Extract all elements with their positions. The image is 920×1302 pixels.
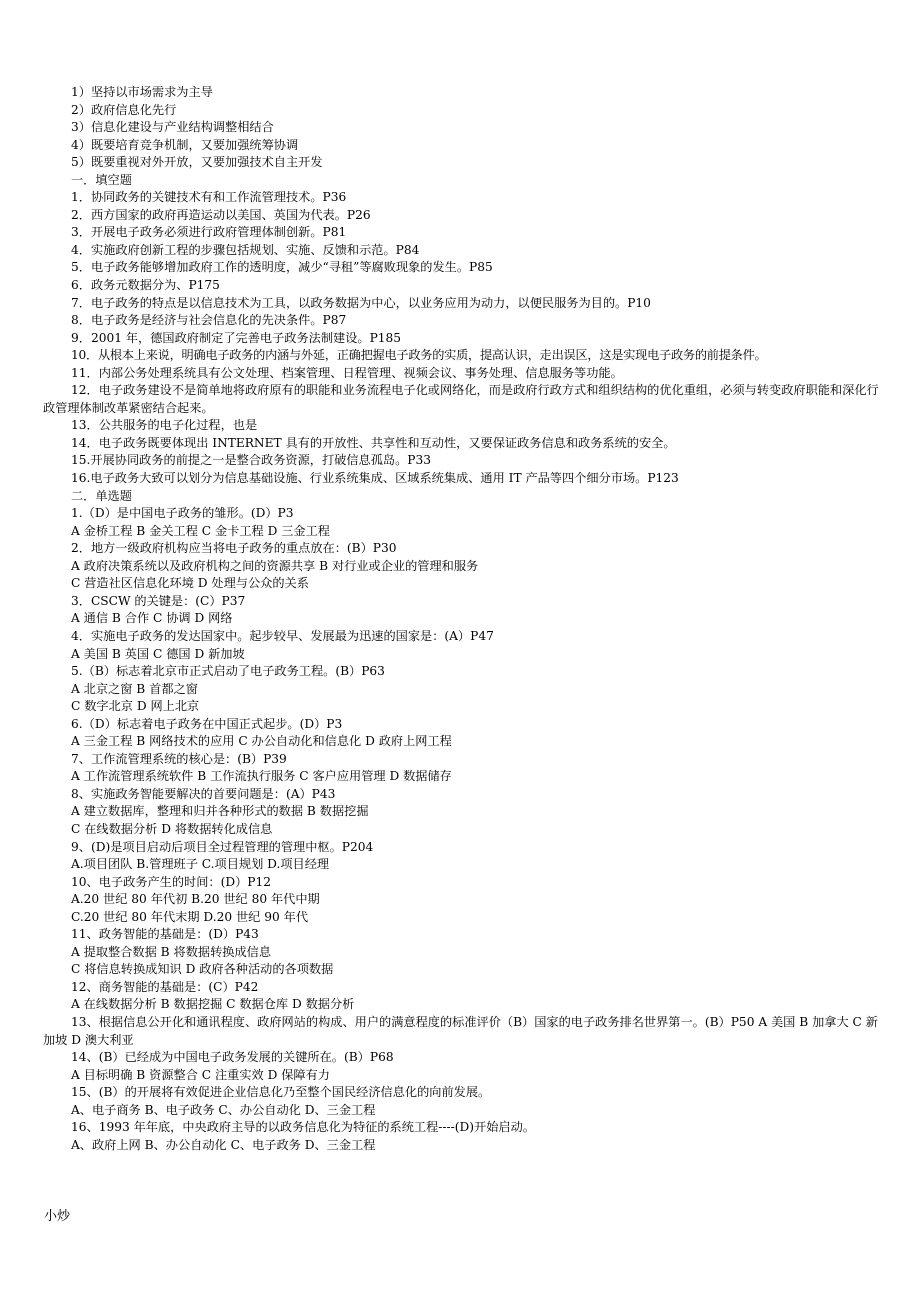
section-heading: 一．填空题: [71, 172, 132, 187]
text-line: 1）坚持以市场需求为主导: [71, 85, 213, 99]
option-line: A 金桥工程 B 金关工程 C 金卡工程 D 三金工程: [71, 523, 330, 538]
text-line: 16.电子政务大致可以划分为信息基础设施、行业系统集成、区域系统集成、通用 IT 产品等四个细分市场。P123: [71, 471, 679, 486]
option-line: A、电子商务 B、电子政务 C、办公自动化 D、三金工程: [71, 1102, 376, 1117]
question-line: 15、(B）的开展将有效促进企业信息化乃至整个国民经济信息化的向前发展。: [71, 1085, 491, 1100]
text-paragraph: 12．电子政务建设不是简单地将政府原有的职能和业务流程电子化或网络化，而是政府行政方式和组织结构的优化重组，必须与转变政府职能和深化行政管理体制改革紧密结合起来。: [43, 383, 879, 415]
question-line: 9、(D)是项目启动后项目全过程管理的管理中枢。P204: [71, 839, 374, 854]
text-line: 4）既要培育竞争机制，又要加强统筹协调: [71, 137, 299, 152]
option-line: A 北京之窗 B 首都之窗: [71, 681, 198, 696]
option-line: C.20 世纪 80 年代末期 D.20 世纪 90 年代: [71, 909, 309, 924]
question-line: 2．地方一级政府机构应当将电子政务的重点放在：(B）P30: [71, 541, 397, 556]
question-line: 11、政务智能的基础是：(D）P43: [71, 927, 259, 942]
question-line: 6.（D）标志着电子政务在中国正式起步。(D）P3: [71, 716, 343, 731]
option-line: A 在线数据分析 B 数据挖掘 C 数据仓库 D 数据分析: [71, 997, 355, 1012]
option-line: A.项目团队 B.管理班子 C.项目规划 D.项目经理: [71, 857, 330, 872]
option-line: A 三金工程 B 网络技术的应用 C 办公自动化和信息化 D 政府上网工程: [71, 734, 452, 749]
question-line: 4．实施电子政务的发达国家中。起步较早、发展最为迅速的国家是：(A）P47: [71, 628, 494, 643]
question-line: 14、(B）已经成为中国电子政务发展的关键所在。(B）P68: [71, 1050, 394, 1065]
option-line: A 目标明确 B 资源整合 C 注重实效 D 保障有力: [71, 1067, 330, 1082]
text-line: 10．从根本上来说，明确电子政务的内涵与外延，正确把握电子政务的实质，提高认识，走出误区，这是实现电子政务的前提条件。: [71, 348, 767, 363]
text-line: 4．实施政府创新工程的步骤包括规划、实施、反馈和示范。P84: [71, 242, 420, 257]
text-line: 3）信息化建设与产业结构调整相结合: [71, 120, 274, 135]
text-line: 5）既要重视对外开放，又要加强技术自主开发: [71, 155, 323, 170]
text-line: 8．电子政务是经济与社会信息化的先决条件。P87: [71, 313, 347, 328]
question-line: 16、1993 年年底，中央政府主导的以政务信息化为特征的系统工程----(D)开始启动。: [71, 1120, 535, 1135]
option-line: A 通信 B 合作 C 协调 D 网络: [71, 611, 233, 626]
option-line: A 建立数据库，整理和归并各种形式的数据 B 数据挖掘: [71, 804, 369, 819]
question-line: 3．CSCW 的关键是：(C）P37: [71, 593, 246, 608]
text-line: 6．政务元数据分为、P175: [71, 278, 220, 293]
option-line: C 数字北京 D 网上北京: [71, 699, 200, 714]
option-line: A 政府决策系统以及政府机构之间的资源共享 B 对行业或企业的管理和服务: [71, 558, 479, 573]
text-line: 9．2001 年，德国政府制定了完善电子政务法制建设。P185: [71, 330, 402, 345]
page-footer: 小炒: [44, 1209, 71, 1224]
option-line: A 提取整合数据 B 将数据转换成信息: [71, 944, 272, 959]
option-line: C 在线数据分析 D 将数据转化成信息: [71, 821, 273, 836]
text-line: 3．开展电子政务必须进行政府管理体制创新。P81: [71, 225, 347, 240]
section-heading: 二．单选题: [71, 488, 132, 503]
option-line: A、政府上网 B、办公自动化 C、电子政务 D、三金工程: [71, 1137, 376, 1152]
text-line: 11．内部公务处理系统具有公文处理、档案管理、日程管理、视频会议、事务处理、信息服务等功能。: [71, 365, 623, 380]
question-line: 8、实施政务智能要解决的首要问题是：(A）P43: [71, 786, 336, 801]
text-line: 14．电子政务既要体现出 INTERNET 具有的开放性、共享性和互动性，又要保证政务信息和政务系统的安全。: [71, 435, 676, 450]
option-line: A 美国 B 英国 C 德国 D 新加坡: [71, 646, 245, 661]
text-line: 2．西方国家的政府再造运动以美国、英国为代表。P26: [71, 207, 371, 222]
text-line: 1．协同政务的关键技术有和工作流管理技术。P36: [71, 190, 347, 205]
text-line: 5．电子政务能够增加政府工作的透明度，减少“寻租”等腐败现象的发生。P85: [71, 260, 493, 275]
text-line: 13．公共服务的电子化过程，也是: [71, 418, 258, 433]
question-line: 7、工作流管理系统的核心是：(B）P39: [71, 751, 287, 766]
question-line: 12、商务智能的基础是：(C）P42: [71, 979, 259, 994]
question-line: 5.（B）标志着北京市正式启动了电子政务工程。(B）P63: [71, 664, 385, 679]
text-line: 7．电子政务的特点是以信息技术为工具，以政务数据为中心，以业务应用为动力，以便民服务为目的。P10: [71, 295, 651, 310]
question-line: 1.（D）是中国电子政务的雏形。(D）P3: [71, 506, 294, 521]
option-line: A.20 世纪 80 年代初 B.20 世纪 80 年代中期: [71, 892, 320, 907]
option-line: C 将信息转换成知识 D 政府各种活动的各项数据: [71, 962, 334, 977]
option-line: C 营造社区信息化环境 D 处理与公众的关系: [71, 576, 309, 591]
question-line: 10、电子政务产生的时间：(D）P12: [71, 874, 271, 889]
question-paragraph: 13、根据信息公开化和通讯程度、政府网站的构成、用户的满意程度的标准评价（B）国家的电子政务排名世界第一。(B）P50 A 美国 B 加拿大 C 新加坡 D 澳大利亚: [43, 1014, 878, 1047]
document-body: [43, 84, 885, 1154]
option-line: A 工作流管理系统软件 B 工作流执行服务 C 客户应用管理 D 数据储存: [71, 769, 452, 784]
text-line: 15.开展协同政务的前提之一是整合政务资源，打破信息孤岛。P33: [71, 453, 431, 468]
text-line: 2）政府信息化先行: [71, 102, 177, 117]
